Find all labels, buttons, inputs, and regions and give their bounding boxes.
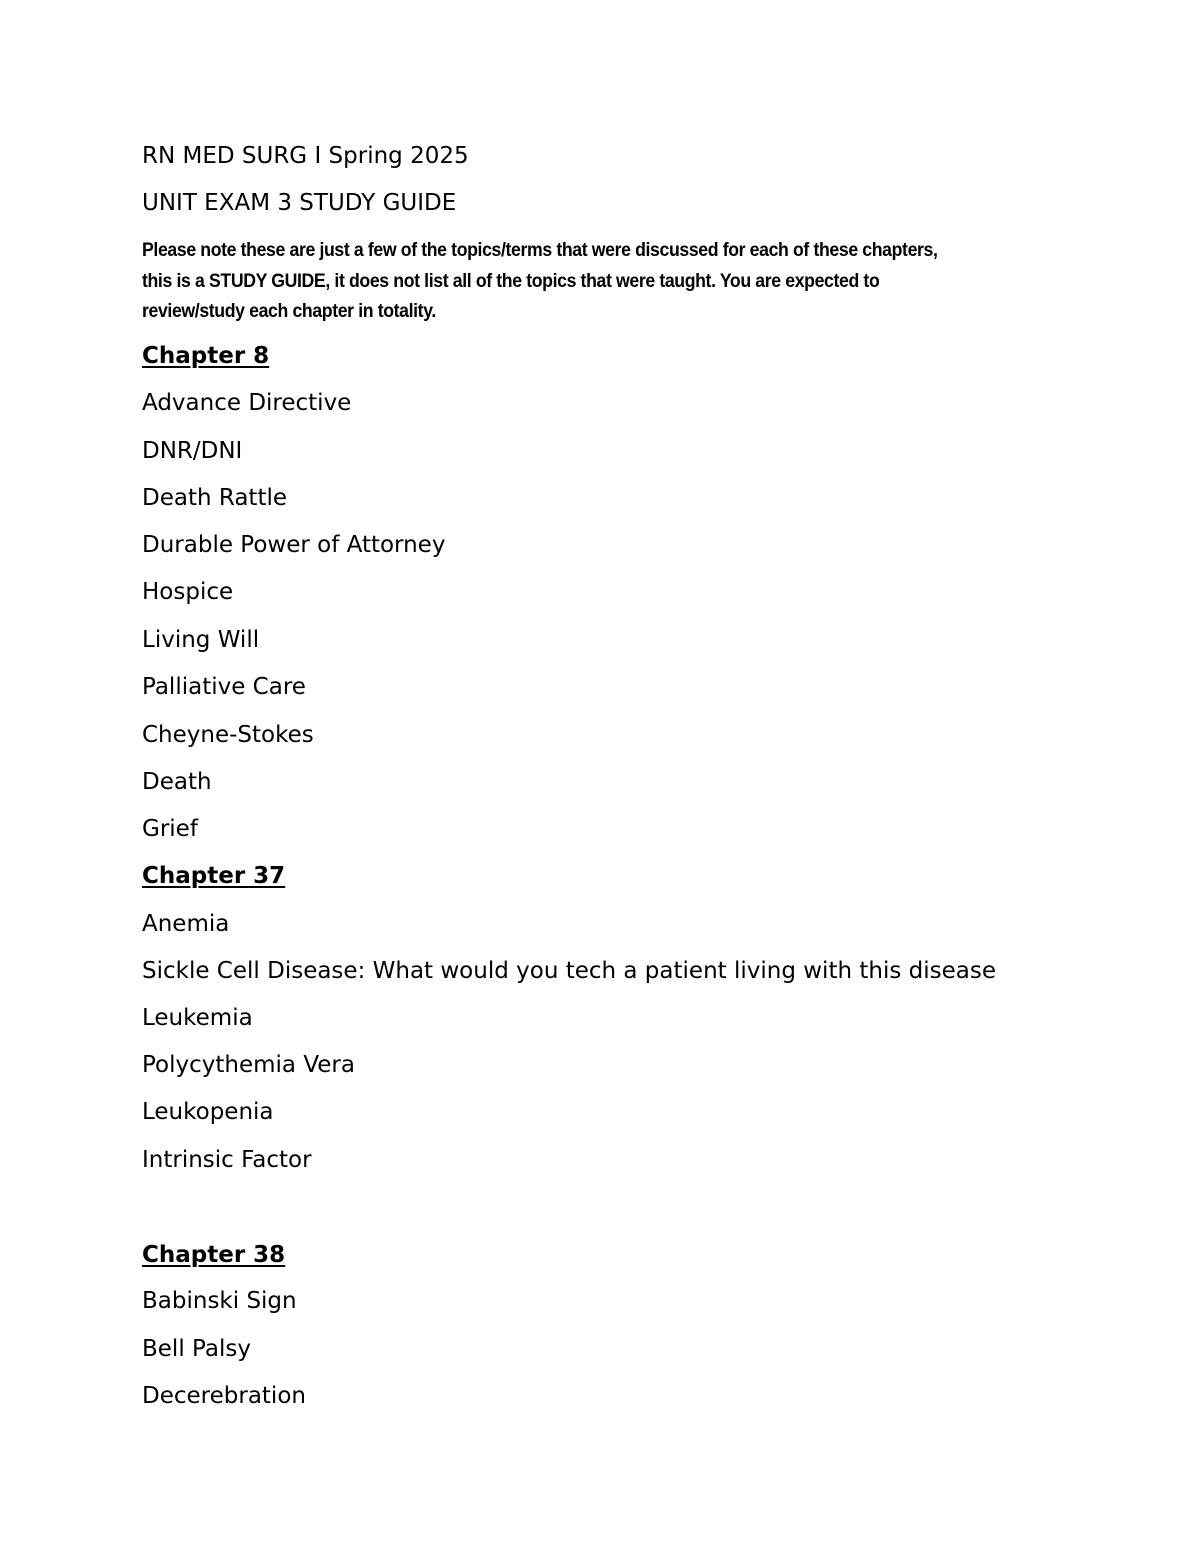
term-item: Grief (142, 816, 198, 842)
term-item: Palliative Care (142, 674, 306, 700)
guide-title: UNIT EXAM 3 STUDY GUIDE (142, 190, 457, 216)
term-item: Living Will (142, 627, 260, 653)
term-item: Anemia (142, 911, 230, 937)
term-item: Leukemia (142, 1005, 253, 1031)
chapter-heading: Chapter 37 (142, 863, 286, 889)
term-item: DNR/DNI (142, 438, 243, 464)
note-line: Please note these are just a few of the topics/terms that were discussed for each of these chapters, (142, 240, 938, 261)
term-item: Durable Power of Attorney (142, 532, 446, 558)
course-title: RN MED SURG I Spring 2025 (142, 143, 469, 169)
term-item: Sickle Cell Disease: What would you tech a patient living with this disease (142, 958, 996, 984)
chapter-heading: Chapter 8 (142, 343, 270, 369)
term-item: Death (142, 769, 212, 795)
term-item: Cheyne-Stokes (142, 722, 314, 748)
term-item: Babinski Sign (142, 1288, 297, 1314)
term-item: Death Rattle (142, 485, 288, 511)
term-item: Hospice (142, 579, 234, 605)
term-item: Advance Directive (142, 390, 352, 416)
term-item: Polycythemia Vera (142, 1052, 355, 1078)
chapter-heading: Chapter 38 (142, 1242, 286, 1268)
term-item: Intrinsic Factor (142, 1147, 312, 1173)
term-item: Leukopenia (142, 1099, 274, 1125)
study-guide-note (142, 236, 998, 328)
term-item: Bell Palsy (142, 1336, 251, 1362)
note-line: this is a STUDY GUIDE, it does not list all of the topics that were taught. You are expected to (142, 270, 880, 292)
note-line: review/study each chapter in totality. (142, 301, 436, 322)
term-item: Decerebration (142, 1383, 306, 1409)
